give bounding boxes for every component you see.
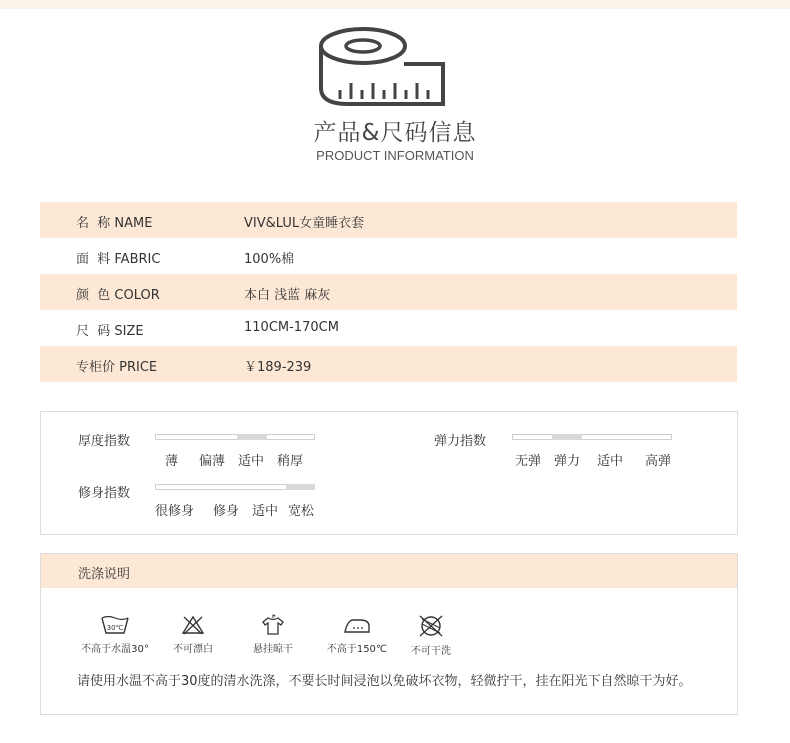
info-row-size (40, 310, 737, 346)
no-bleach-icon (180, 614, 206, 636)
fit-label: 修身指数 (78, 486, 131, 501)
elasticity-selected-segment (552, 434, 582, 440)
care-label: 悬挂晾干 (253, 644, 293, 655)
care-item (163, 614, 223, 655)
care-item (403, 614, 459, 657)
page-title: 产品&尺码信息 (313, 120, 477, 146)
elasticity-option: 弹力 (554, 454, 581, 469)
care-item (75, 614, 155, 655)
washing-note: 请使用水温不高于30度的清水洗涤，不要长时间浸泡以免破坏衣物，轻微拧干，挂在阳光下自然晾干为好。 (77, 674, 692, 689)
iron-150-icon (342, 614, 372, 636)
elasticity-scale (512, 434, 672, 440)
thickness-scale (155, 434, 315, 440)
info-row-name (40, 202, 737, 238)
info-row-color (40, 274, 737, 310)
fit-option: 宽松 (288, 504, 315, 519)
thickness-option: 薄 (165, 454, 179, 469)
thickness-option: 偏薄 (199, 454, 226, 469)
fit-option: 很修身 (155, 504, 195, 519)
wash-30-icon (100, 614, 130, 636)
product-info-table (40, 202, 737, 382)
care-label: 不高于水温30° (81, 644, 149, 655)
washing-header (41, 554, 737, 588)
info-row-price (40, 346, 737, 382)
elasticity-option: 适中 (597, 454, 624, 469)
no-tumble-dry-icon (418, 614, 444, 638)
info-label: 尺 码 SIZE (76, 324, 144, 339)
thickness-option: 稍厚 (277, 454, 304, 469)
info-value: ￥189-239 (244, 360, 312, 375)
info-value: 本白 浅蓝 麻灰 (244, 288, 331, 303)
info-label: 专柜价 PRICE (76, 360, 158, 375)
fit-option: 适中 (252, 504, 279, 519)
care-label: 不可干洗 (411, 646, 451, 657)
wash-temp-text: 30℃ (106, 624, 124, 632)
washing-title: 洗涤说明 (78, 567, 131, 582)
care-item (241, 614, 305, 655)
page-subtitle: PRODUCT INFORMATION (316, 148, 474, 163)
hang-dry-icon (260, 614, 286, 636)
tape-measure-icon (318, 26, 448, 108)
info-label: 颜 色 COLOR (76, 288, 160, 303)
thickness-selected-segment (237, 434, 267, 440)
top-bar (0, 0, 790, 9)
thickness-label: 厚度指数 (78, 434, 131, 449)
info-value: 110CM-170CM (244, 320, 339, 335)
info-row-fabric (40, 238, 737, 274)
index-panel (40, 411, 738, 535)
info-value: 100%棉 (244, 252, 295, 267)
fit-selected-segment (286, 484, 315, 490)
care-label: 不可漂白 (173, 644, 213, 655)
fit-scale (155, 484, 315, 490)
info-value: VIV&LUL女童睡衣套 (244, 216, 365, 231)
info-label: 名 称 NAME (76, 216, 153, 231)
washing-panel (40, 553, 738, 715)
elasticity-option: 高弹 (645, 454, 672, 469)
care-item (321, 614, 393, 655)
care-label: 不高于150℃ (326, 644, 388, 655)
fit-option: 修身 (213, 504, 240, 519)
info-label: 面 料 FABRIC (76, 252, 161, 267)
elasticity-label: 弹力指数 (434, 434, 487, 449)
elasticity-option: 无弹 (515, 454, 542, 469)
thickness-option: 适中 (238, 454, 265, 469)
